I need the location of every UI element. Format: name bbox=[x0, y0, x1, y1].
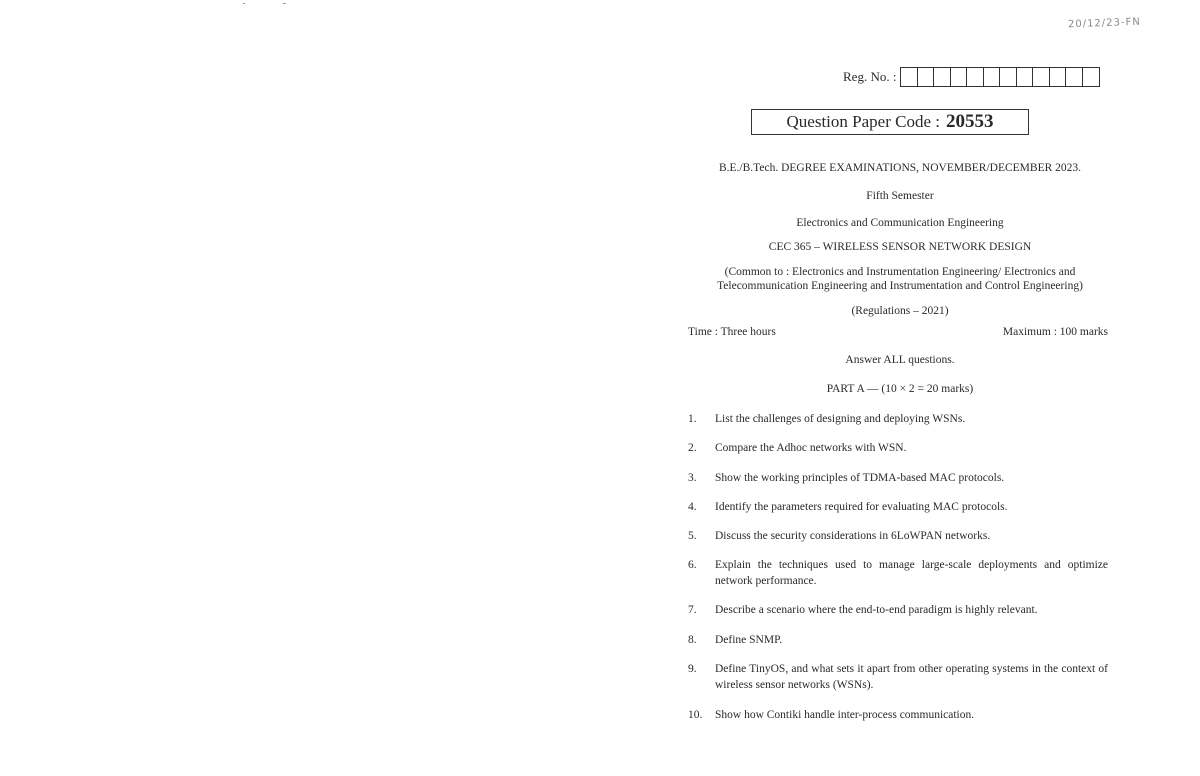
question-item bbox=[688, 557, 1108, 589]
reg-no-row bbox=[843, 67, 1100, 87]
question-number: 2. bbox=[688, 442, 697, 454]
question-text: Show how Contiki handle inter-process communication. bbox=[715, 709, 975, 721]
time-allowed: Time : Three hours bbox=[688, 326, 776, 338]
question-item bbox=[688, 411, 1108, 427]
question-text: Define SNMP. bbox=[715, 634, 783, 646]
question-item bbox=[688, 602, 1108, 618]
regulations: (Regulations – 2021) bbox=[851, 305, 949, 317]
question-paper-page bbox=[680, 0, 1120, 776]
question-number: 7. bbox=[688, 604, 697, 616]
reg-no-digit-box bbox=[1066, 68, 1083, 86]
reg-no-digit-box bbox=[901, 68, 918, 86]
common-line-2: Telecommunication Engineering and Instrumentation and Control Engineering) bbox=[717, 280, 1083, 292]
question-text: Define TinyOS, and what sets it apart from other operating systems in the context of wireless sensor networks (WSNs). bbox=[715, 663, 1108, 691]
reg-no-digit-box bbox=[1000, 68, 1017, 86]
question-item bbox=[688, 528, 1108, 544]
question-text: Show the working principles of TDMA-based MAC protocols. bbox=[715, 472, 1005, 484]
exam-title: B.E./B.Tech. DEGREE EXAMINATIONS, NOVEMBER/DECEMBER 2023. bbox=[718, 162, 1082, 174]
question-item bbox=[688, 470, 1108, 486]
reg-no-digit-box bbox=[1083, 68, 1100, 86]
course-title: CEC 365 – WIRELESS SENSOR NETWORK DESIGN bbox=[768, 241, 1032, 253]
question-number: 8. bbox=[688, 634, 697, 646]
reg-no-digit-box bbox=[1017, 68, 1034, 86]
question-number: 4. bbox=[688, 501, 697, 513]
time-marks-row bbox=[688, 326, 1108, 338]
reg-no-digit-box bbox=[951, 68, 968, 86]
reg-no-label: Reg. No. : bbox=[843, 69, 897, 84]
part-heading: PART A — (10 × 2 = 20 marks) bbox=[826, 383, 974, 395]
question-item bbox=[688, 707, 1108, 723]
question-text: Identify the parameters required for evaluating MAC protocols. bbox=[715, 501, 1008, 513]
department: Electronics and Communication Engineering bbox=[796, 217, 1004, 229]
common-line-1: (Common to : Electronics and Instrumentation Engineering/ Electronics and bbox=[724, 266, 1076, 278]
question-item bbox=[688, 499, 1108, 515]
question-text: Explain the techniques used to manage large-scale deployments and optimize network performance. bbox=[715, 559, 1108, 587]
handwritten-date-note: 20/12/23-FN bbox=[1067, 16, 1141, 31]
question-number: 10. bbox=[688, 709, 703, 721]
question-item bbox=[688, 632, 1108, 648]
scan-speck bbox=[283, 3, 286, 4]
semester: Fifth Semester bbox=[866, 190, 934, 202]
reg-no-digit-box bbox=[934, 68, 951, 86]
question-text: Compare the Adhoc networks with WSN. bbox=[715, 442, 907, 454]
question-item bbox=[688, 661, 1108, 693]
question-text: Describe a scenario where the end-to-end paradigm is highly relevant. bbox=[715, 604, 1038, 616]
instruction: Answer ALL questions. bbox=[845, 354, 955, 366]
reg-no-boxes bbox=[900, 67, 1100, 87]
scan-speck bbox=[243, 3, 245, 4]
question-number: 9. bbox=[688, 663, 697, 675]
maximum-marks: Maximum : 100 marks bbox=[1002, 326, 1108, 338]
reg-no-digit-box bbox=[967, 68, 984, 86]
qpc-value: 20553 bbox=[945, 111, 994, 132]
reg-no-digit-box bbox=[1033, 68, 1050, 86]
question-number: 6. bbox=[688, 559, 697, 571]
question-text: Discuss the security considerations in 6LoWPAN networks. bbox=[715, 530, 991, 542]
qpc-label: Question Paper Code : bbox=[786, 112, 940, 131]
question-number: 1. bbox=[688, 413, 697, 425]
question-number: 5. bbox=[688, 530, 697, 542]
question-text: List the challenges of designing and deploying WSNs. bbox=[715, 413, 966, 425]
question-paper-code-box bbox=[751, 109, 1029, 135]
question-number: 3. bbox=[688, 472, 697, 484]
reg-no-digit-box bbox=[1050, 68, 1067, 86]
question-item bbox=[688, 440, 1108, 456]
reg-no-digit-box bbox=[918, 68, 935, 86]
reg-no-digit-box bbox=[984, 68, 1001, 86]
